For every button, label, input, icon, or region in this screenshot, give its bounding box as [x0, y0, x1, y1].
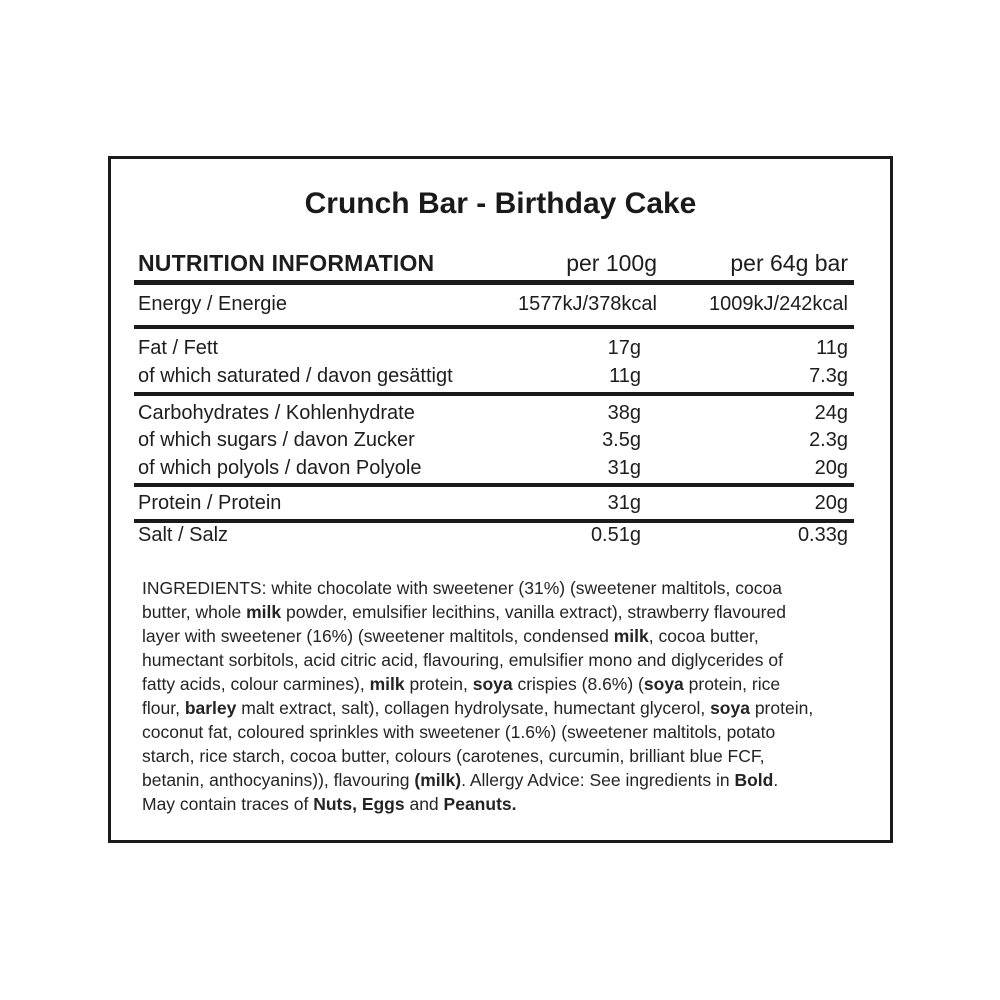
row-value-per-bar: 20g	[814, 457, 848, 479]
table-rule-header	[134, 280, 854, 285]
row-value-per-bar: 20g	[814, 492, 848, 514]
row-value-per-bar: 11g	[816, 337, 848, 359]
table-row-polyols	[134, 454, 854, 482]
ingredients-line: coconut fat, coloured sprinkles with sweetener (1.6%) (sweetener maltitols, potato	[142, 722, 776, 742]
nutrition-label-panel	[108, 156, 893, 843]
product-title: Crunch Bar - Birthday Cake	[304, 187, 697, 220]
nutrition-table-header	[134, 249, 854, 277]
row-label: Carbohydrates / Kohlenhydrate	[138, 402, 415, 424]
row-value-per-bar: 24g	[814, 402, 848, 424]
row-value-per-100g: 31g	[607, 457, 641, 479]
ingredients-line: INGREDIENTS: white chocolate with sweetener (31%) (sweetener maltitols, cocoa	[142, 578, 782, 598]
ingredients-line: humectant sorbitols, acid citric acid, flavouring, emulsifier mono and diglycerides of	[142, 650, 783, 670]
row-value-per-100g: 1577kJ/378kcal	[518, 293, 657, 315]
row-label: Fat / Fett	[138, 337, 219, 359]
table-row-sugars	[134, 426, 854, 454]
ingredients-line: May contain traces of Nuts, Eggs and Peanuts.	[142, 794, 517, 814]
table-rule-after-fat	[134, 392, 854, 396]
row-value-per-100g: 17g	[607, 337, 641, 359]
ingredients-line: butter, whole milk powder, emulsifier lecithins, vanilla extract), strawberry flavoured	[142, 602, 786, 622]
ingredients-line: betanin, anthocyanins)), flavouring (milk). Allergy Advice: See ingredients in Bold.	[142, 770, 779, 790]
row-label: of which saturated / davon gesättigt	[138, 365, 453, 387]
table-row-carbohydrates	[134, 399, 854, 427]
row-value-per-bar: 2.3g	[809, 429, 848, 451]
row-value-per-100g: 0.51g	[590, 524, 641, 546]
ingredients-line: starch, rice starch, cocoa butter, colours (carotenes, curcumin, brilliant blue FCF,	[142, 746, 765, 766]
table-rule-after-carbohydrates	[134, 483, 854, 487]
row-label: Salt / Salz	[138, 524, 229, 546]
table-row-fat	[134, 334, 854, 362]
row-label: of which sugars / davon Zucker	[138, 429, 415, 451]
row-value-per-100g: 3.5g	[602, 429, 641, 451]
ingredients-line: fatty acids, colour carmines), milk protein, soya crispies (8.6%) (soya protein, rice	[142, 674, 781, 694]
table-row-salt	[134, 521, 854, 549]
row-value-per-100g: 11g	[609, 365, 641, 387]
nutrition-info-heading: NUTRITION INFORMATION	[138, 250, 435, 276]
table-row-energy	[134, 290, 854, 318]
row-label: Protein / Protein	[138, 492, 282, 514]
row-value-per-100g: 38g	[607, 402, 641, 424]
table-row-protein	[134, 489, 854, 517]
row-value-per-bar: 7.3g	[809, 365, 848, 387]
row-label: Energy / Energie	[138, 293, 287, 315]
ingredients-line: flour, barley malt extract, salt), collagen hydrolysate, humectant glycerol, soya protein,	[142, 698, 814, 718]
ingredients-block	[142, 576, 882, 816]
ingredients-line: layer with sweetener (16%) (sweetener maltitols, condensed milk, cocoa butter,	[142, 626, 759, 646]
column-header-per-100g: per 100g	[566, 250, 657, 276]
row-value-per-bar: 0.33g	[797, 524, 848, 546]
column-header-per-64g-bar: per 64g bar	[730, 250, 848, 276]
table-row-saturated	[134, 362, 854, 390]
table-rule-after-energy	[134, 325, 854, 329]
row-label: of which polyols / davon Polyole	[138, 457, 422, 479]
row-value-per-100g: 31g	[607, 492, 641, 514]
row-value-per-bar: 1009kJ/242kcal	[709, 293, 848, 315]
